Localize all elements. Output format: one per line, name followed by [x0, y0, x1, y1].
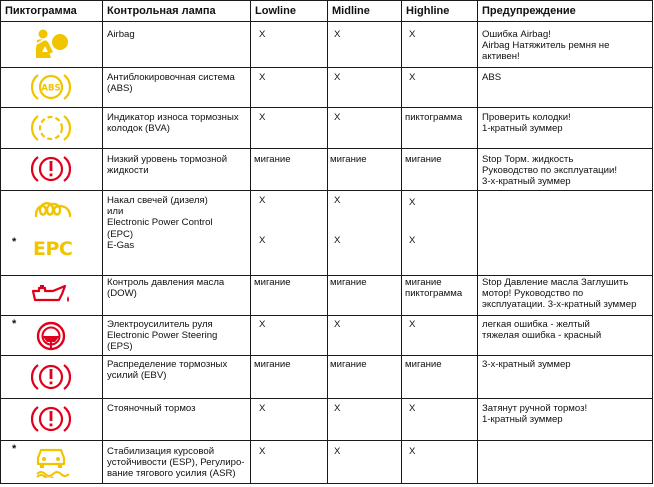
highline-value: мигание — [405, 359, 442, 370]
grid-line — [401, 0, 402, 484]
footnote-star: * — [12, 443, 17, 455]
grid-line — [652, 0, 653, 484]
highline-value: мигание пиктограмма — [405, 277, 463, 300]
lowline-value: X — [259, 112, 266, 123]
header-highline: Highline — [406, 5, 450, 17]
lamp-label: Антиблокировочная система (ABS) — [107, 72, 235, 95]
steering-wheel-icon — [31, 320, 71, 357]
lamp-label: Стояночный тормоз — [107, 403, 196, 414]
midline-value: X — [334, 235, 341, 246]
highline-value: X — [409, 197, 416, 208]
grid-line — [327, 0, 328, 484]
midline-value: мигание — [330, 277, 367, 288]
midline-value: мигание — [330, 359, 367, 370]
lowline-value: X — [259, 235, 266, 246]
lowline-value: X — [259, 446, 266, 457]
svg-text:ABS: ABS — [41, 83, 61, 94]
lamp-label: Контроль давления масла (DOW) — [107, 277, 225, 300]
midline-value: X — [334, 319, 341, 330]
highline-value: X — [409, 29, 416, 40]
highline-value: X — [409, 403, 416, 414]
midline-value: X — [334, 446, 341, 457]
lowline-value: X — [259, 29, 266, 40]
midline-value: X — [334, 195, 341, 206]
lamp-label: Стабилизация курсовой устойчивости (ESP), Регулиро- вание тягового усилия (ASR) — [107, 446, 245, 480]
highline-value: пиктограмма — [405, 112, 463, 123]
lamp-label: Индикатор износа тормозных колодок (BVA) — [107, 112, 239, 135]
warning-text: Ошибка Airbag! Airbag Натяжитель ремня не активен! — [482, 29, 610, 63]
lowline-value: X — [259, 72, 266, 83]
parking-brake-icon — [31, 403, 71, 440]
highline-value: X — [409, 446, 416, 457]
brake-pad-wear-icon — [31, 112, 71, 149]
glow-plug-icon — [33, 196, 73, 227]
midline-value: мигание — [330, 154, 367, 165]
warning-text: Stop Давление масла Заглушить мотор! Руководство по эксплуатации. 3-х-кратный зуммер — [482, 277, 637, 311]
highline-value: X — [409, 319, 416, 330]
warning-text: ABS — [482, 72, 502, 83]
midline-value: X — [334, 112, 341, 123]
warning-text: Затянут ручной тормоз! 1-кратный зуммер — [482, 403, 588, 426]
oil-pressure-icon — [29, 282, 73, 313]
airbag-icon — [31, 28, 71, 65]
warning-text: 3-х-кратный зуммер — [482, 359, 571, 370]
lowline-value: X — [259, 403, 266, 414]
midline-value: X — [334, 403, 341, 414]
header-lamp: Контрольная лампа — [107, 5, 216, 17]
warning-text: Stop Торм. жидкость Руководство по эксплуатации! 3-х-кратный зуммер — [482, 154, 618, 188]
epc-icon: EPC — [33, 238, 73, 260]
highline-value: X — [409, 235, 416, 246]
midline-value: X — [334, 29, 341, 40]
ebv-icon — [31, 361, 71, 398]
grid-line — [0, 0, 1, 484]
grid-line — [102, 0, 103, 484]
lowline-value: X — [259, 195, 266, 206]
brake-fluid-icon — [31, 153, 71, 190]
header-midline: Midline — [332, 5, 370, 17]
warning-text: Проверить колодки! 1-кратный зуммер — [482, 112, 571, 135]
highline-value: X — [409, 72, 416, 83]
grid-line — [477, 0, 478, 484]
grid-line — [250, 0, 251, 484]
warning-text: легкая ошибка - желтый тяжелая ошибка - красный — [482, 319, 602, 342]
lamp-label: Накал свечей (дизеля) или Electronic Power Control (EPC) E-Gas — [107, 195, 213, 251]
footnote-star: * — [12, 318, 17, 330]
lowline-value: мигание — [254, 154, 291, 165]
lamp-label: Низкий уровень тормозной жидкости — [107, 154, 228, 177]
lamp-label: Распределение тормозных усилий (EBV) — [107, 359, 228, 382]
header-icon: Пиктограмма — [5, 5, 77, 17]
header-lowline: Lowline — [255, 5, 296, 17]
lamp-label: Airbag — [107, 29, 135, 40]
lamp-label: Электроусилитель руля Electronic Power Steering (EPS) — [107, 319, 218, 353]
abs-icon — [31, 71, 71, 108]
highline-value: мигание — [405, 154, 442, 165]
lowline-value: мигание — [254, 359, 291, 370]
lowline-value: мигание — [254, 277, 291, 288]
lowline-value: X — [259, 319, 266, 330]
header-warning: Предупреждение — [482, 5, 576, 17]
footnote-star: * — [12, 236, 17, 248]
midline-value: X — [334, 72, 341, 83]
esp-icon — [33, 446, 69, 483]
